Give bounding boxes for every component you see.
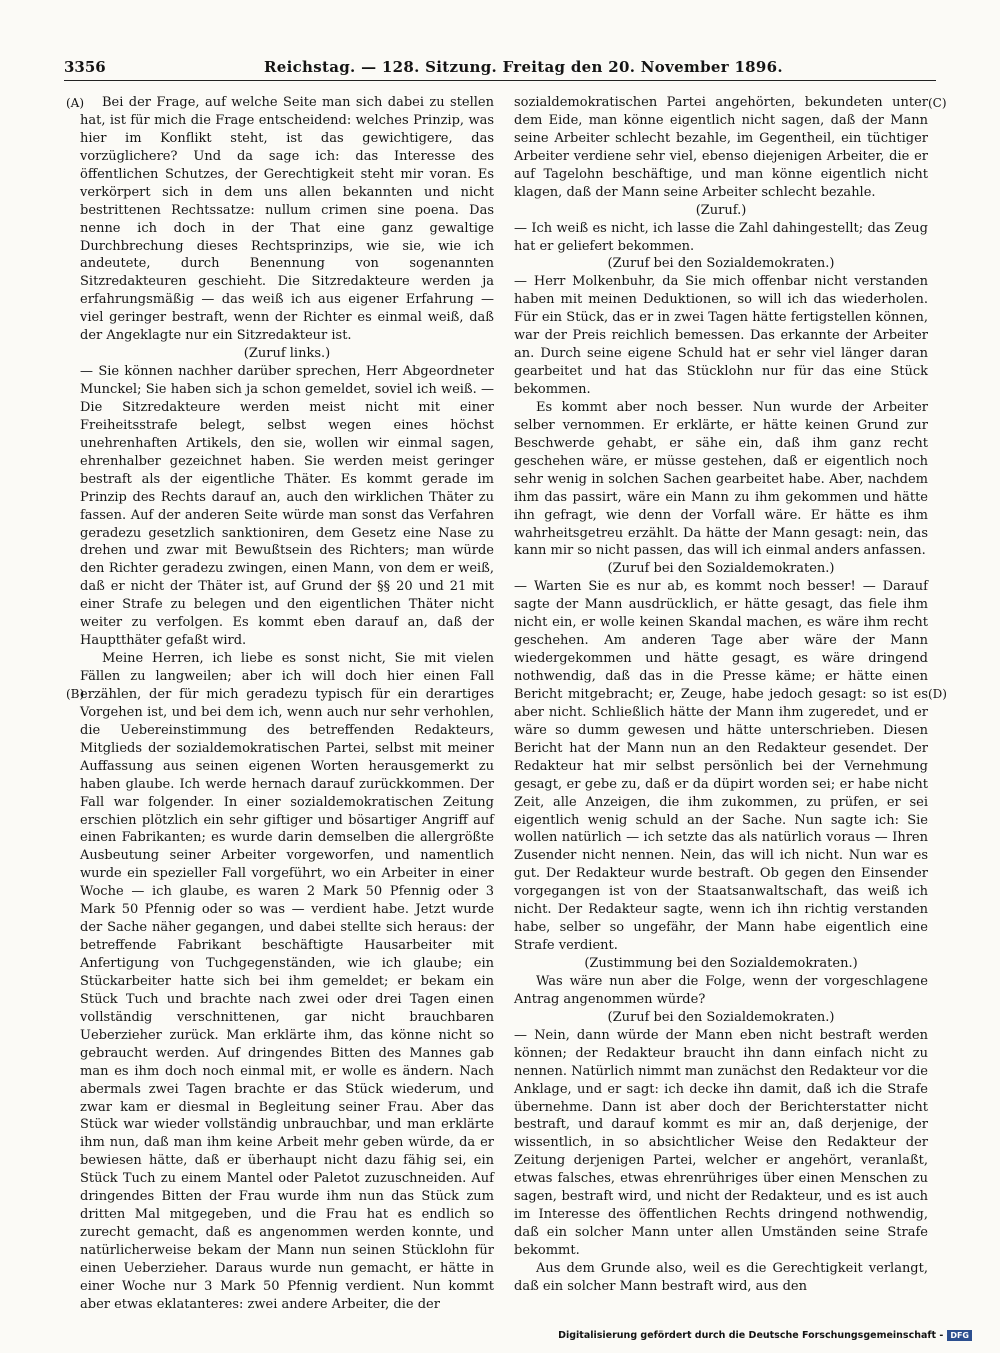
funding-note: Digitalisierung gefördert durch die Deutsche Forschungsgemeinschaft - bbox=[558, 1330, 944, 1341]
interjection: (Zuruf bei den Sozialdemokraten.) bbox=[607, 1009, 835, 1025]
paragraph: Es kommt aber noch besser. Nun wurde der Arbeiter selber vernommen. Er erklärte, er hätte keinen Grund zur Beschwerde gehabt, er sähe ein, daß ihm ganz recht geschehen wäre, er müsse gestehen, daß er eigentlich noch sehr wenig in solchen Sachen gearbeitet habe. Aber, nachdem ihm das passirt, wäre ein Mann zu ihm gekommen und hätte ihn gefragt, wie denn der Vorfall wäre. Er hätte es ihm wahrheitsgetreu erzählt. Da hätte der Mann gesagt: nein, das kann mir so nicht passen, das will ich einmal anders anfassen. bbox=[514, 399, 928, 559]
interjection: (Zuruf.) bbox=[695, 202, 747, 218]
paragraph: — Warten Sie es nur ab, es kommt noch besser! — Darauf sagte der Mann ausdrücklich, er hätte gesagt, das fiele ihm nicht ein, er wolle keinen Skandal machen, es wäre ihm recht geschehen. Am anderen Tage aber wäre der Mann wiedergekommen und hätte gesagt, es wäre dringend nothwendig, daß das in die Presse käme; er hätte einen Bericht mitgebracht; er, Zeuge, habe jedoch gesagt: so ist es aber nicht. Schließlich hätte der Mann ihm zugeredet, und er wäre so dumm gewesen und hätte unterschrieben. Diesen Bericht hat der Mann nun an den Redakteur gesendet. Der Redakteur hat mir selbst persönlich bei der Vernehmung gesagt, er gebe zu, daß er da düpirt worden sei; er habe nicht Zeit, alle Anzeigen, die ihm zukommen, zu prüfen, er sei eigentlich wenig schuld an der Sache. Nun sagte ich: Sie wollen natürlich — ich setzte das als natürlich voraus — Ihren Zusender nicht nennen. Nein, das will ich nicht. Nun war es gut. Der Redakteur wurde bestraft. Ob gegen den Einsender vorgegangen ist von der Staatsanwaltschaft, das weiß ich nicht. Der Redakteur sagte, wenn ich ihn richtig verstanden habe, selber so ungefähr, der Mann habe eigentlich eine Strafe verdient. bbox=[514, 579, 928, 954]
interjection: (Zuruf bei den Sozialdemokraten.) bbox=[607, 561, 835, 577]
margin-marker-b: (B) bbox=[66, 687, 85, 701]
dfg-logo: DFG bbox=[947, 1330, 972, 1341]
running-title: Reichstag. — 128. Sitzung. Freitag den 20. November 1896. bbox=[264, 58, 783, 76]
footer bbox=[558, 1330, 972, 1341]
paragraph: — Herr Molkenbuhr, da Sie mich offenbar nicht verstanden haben mit meinen Deduktionen, so will ich das wiederholen. Für ein Stück, das er in zwei Tagen hätte fertigstellen können, war der Preis reichlich bemessen. Das erkannte der Arbeiter an. Durch seine eigene Schuld hat er sehr viel länger daran gearbeitet und hat das Stücklohn nur für das eine Stück bekommen. bbox=[514, 274, 928, 397]
paragraph: — Ich weiß es nicht, ich lasse die Zahl dahingestellt; das Zeug hat er geliefert bekommen. bbox=[514, 220, 928, 254]
paragraph: sozialdemokratischen Partei angehörten, bekundeten unter dem Eide, man könne eigentlich nicht sagen, daß der Mann seine Arbeiter schlecht bezahle, im Gegentheil, ein tüchtiger Arbeiter verdiene sehr viel, ebenso diejenigen Arbeiter, die er auf Tagelohn beschäftige, und man könne eigentlich nicht klagen, daß der Mann seine Arbeiter schlecht bezahle. bbox=[514, 95, 928, 200]
left-column bbox=[80, 94, 494, 1314]
paragraph: Meine Herren, ich liebe es sonst nicht, Sie mit vielen Fällen zu langweilen; aber ich will doch hier einen Fall erzählen, der für mich geradezu typisch für ein derartiges Vorgehen ist, und bei dem ich, wenn auch nur sehr verhohlen, die Uebereinstimmung des betreffenden Redakteurs, Mitglieds der sozialdemokratischen Partei, selbst mit meiner Auffassung aus seinen eigenen Worten herausgemerkt zu haben glaube. Ich werde hernach darauf zurückkommen. Der Fall war folgender. In einer sozialdemokratischen Zeitung erschien plötzlich ein sehr giftiger und bösartiger Angriff auf einen Fabrikanten; es wurde darin demselben die allergrößte Ausbeutung seiner Arbeiter vorgeworfen, und namentlich wurde ein spezieller Fall vorgeführt, wo ein Arbeiter in einer Woche — ich glaube, es waren 2 Mark 50 Pfennig oder 3 Mark 50 Pfennig oder so was — verdient habe. Jetzt wurde der Sache näher gegangen, und dabei stellte sich heraus: der betreffende Fabrikant beschäftigte Hausarbeiter mit Anfertigung von Tuchgegenständen, wie ich glaube; ein Stückarbeiter hatte sich bei ihm gemeldet; er bekam ein Stück Tuch und brachte nach zwei oder drei Tagen einen vollständig verschnittenen, gar nicht brauchbaren Ueberzieher zurück. Man erklärte ihm, das könne nicht so gebraucht werden. Auf dringendes Bitten des Mannes gab man es ihm doch noch einmal mit, er wolle es ändern. Nach abermals zwei Tagen brachte er das Stück wiederum, und zwar kam er diesmal in Begleitung seiner Frau. Aber das Stück war wieder vollständig unbrauchbar, und man erklärte ihm nun, daß man ihm keine Arbeit mehr geben würde, da er bewiesen hätte, daß er überhaupt nicht dazu fähig sei, ein Stück Tuch zu einem Mantel oder Paletot zuzuschneiden. Auf dringendes Bitten der Frau wurde ihm nun das Stück zum dritten Mal mitgegeben, und die Frau hat es endlich so zurecht gemacht, daß es angenommen werden konnte, und natürlicherweise bekam der Mann nun seinen Stücklohn für einen Ueberzieher. Daraus wurde nun gemacht, er hätte in einer Woche nur 3 Mark 50 Pfennig verdient. Nun kommt aber etwas eklatanteres: zwei andere Arbeiter, die der bbox=[80, 651, 494, 1312]
interjection: (Zustimmung bei den Sozialdemokraten.) bbox=[584, 956, 858, 971]
paragraph: Was wäre nun aber die Folge, wenn der vorgeschlagene Antrag angenommen würde? bbox=[514, 973, 928, 1007]
margin-marker-c: (C) bbox=[928, 96, 947, 110]
page-header bbox=[64, 56, 936, 81]
paragraph: — Sie können nachher darüber sprechen, Herr Abgeordneter Munckel; Sie haben sich ja schon gemeldet, soviel ich weiß. — Die Sitzredakteure werden meist nicht mit einer Freiheitsstrafe belegt, selbst wegen eines höchst unehrenhaften Artikels, den sie, wollen wir einmal sagen, ehrenhalber gezeichnet haben. Sie werden meist geringer bestraft als der eigentliche Thäter. Es kommt gerade im Prinzip des Rechts darauf an, auch den wirklichen Thäter zu fassen. Auf der anderen Seite würde man sonst das Verfahren geradezu gesetzlich sanktioniren, dem Gesetz eine Nase zu drehen und zwar mit Bewußtsein des Richters; man würde den Richter geradezu zwingen, einen Mann, von dem er weiß, daß er nicht der Thäter ist, auf Grund der §§ 20 und 21 mit einer Strafe zu belegen und den eigentlichen Thäter nicht weiter zu verfolgen. Es kommt eben darauf an, daß der Hauptthäter gefaßt wird. bbox=[80, 364, 494, 649]
paragraph: Aus dem Grunde also, weil es die Gerechtigkeit verlangt, daß ein solcher Mann bestraft wird, aus den bbox=[514, 1260, 928, 1294]
paragraph: — Nein, dann würde der Mann eben nicht bestraft werden können; der Redakteur braucht ihn dann einfach nicht zu nennen. Natürlich nimmt man zunächst den Redakteur vor die Anklage, und er sagt: ich decke ihn damit, daß ich die Strafe übernehme. Dann ist aber doch der Berichterstatter nicht bestraft, und darauf kommt es mir an, daß derjenige, der wissentlich, in so absichtlicher Weise den Redakteur der Zeitung derjenigen Partei, welcher er angehört, veranlaßt, etwas falsches, etwas ehrenrühriges über einen Menschen zu sagen, bestraft wird, und nicht der Redakteur, und es ist auch im Interesse des öffentlichen Rechts dringend nothwendig, daß ein solcher Mann unter allen Umständen seine Strafe bekommt. bbox=[514, 1027, 928, 1258]
paragraph: Bei der Frage, auf welche Seite man sich dabei zu stellen hat, ist für mich die Frage entscheidend: welches Prinzip, was hier im Konflikt steht, ist das gewichtigere, das vorzüglichere? Und da sage ich: das Interesse des öffentlichen Schutzes, der Gerechtigkeit steht mir voran. Es verkörpert sich in dem uns allen bekannten und nicht bestrittenen Rechtssatze: nullum crimen sine poena. Das nenne ich doch in der That eine ganz gewaltige Durchbrechung dieses Rechtsprinzips, wie sie, wie ich andeutete, durch Benennung von sogenannten Sitzredakteuren geschieht. Die Sitzredakteure werden ja erfahrungsmäßig — das weiß ich aus eigener Erfahrung — viel geringer bestraft, wenn der Richter es einmal weiß, daß der Angeklagte nur ein Sitzredakteur ist. bbox=[80, 95, 494, 344]
interjection: (Zuruf bei den Sozialdemokraten.) bbox=[607, 256, 835, 272]
right-column bbox=[514, 94, 928, 1296]
margin-marker-a: (A) bbox=[66, 96, 85, 110]
page-number: 3356 bbox=[64, 58, 106, 76]
interjection: (Zuruf links.) bbox=[243, 346, 331, 362]
margin-marker-d: (D) bbox=[928, 687, 947, 701]
